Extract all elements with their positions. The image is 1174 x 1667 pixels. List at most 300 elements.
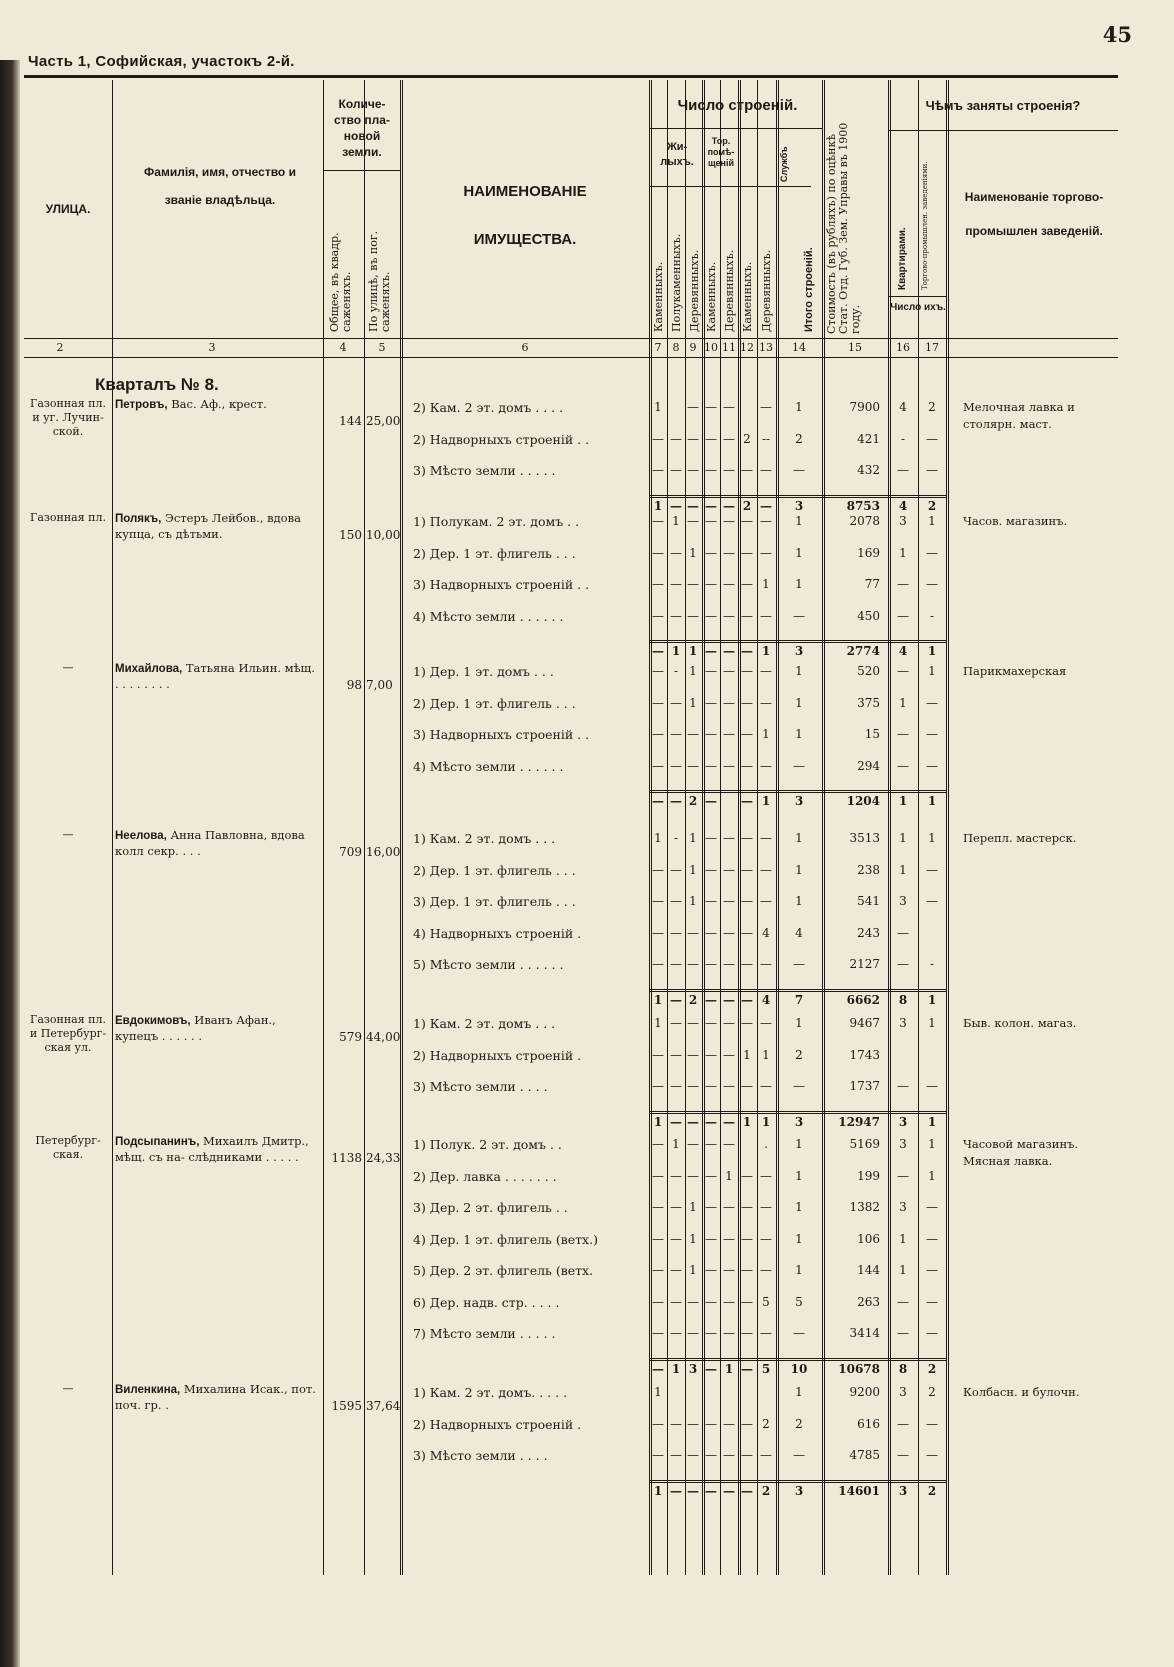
entry-owner	[115, 661, 321, 692]
column-number: 13	[759, 341, 773, 354]
owner-surname: Евдокимовъ,	[115, 1015, 191, 1027]
subtotal-building-count: —	[705, 1361, 717, 1376]
building-count: —	[670, 894, 682, 908]
building-count: —	[741, 545, 753, 560]
total-buildings: 1	[795, 1137, 803, 1151]
building-count: 1	[689, 664, 697, 678]
property-value: 106	[857, 1231, 880, 1246]
building-count: —	[652, 1294, 664, 1309]
building-count: —	[687, 925, 699, 940]
apartments-count: 1	[899, 831, 907, 845]
subtotal-apartments: 1	[898, 794, 908, 808]
total-buildings: —	[793, 957, 805, 971]
subtotal-building-count: —	[652, 644, 664, 658]
property-value: 2078	[849, 514, 880, 528]
total-buildings: 2	[795, 1047, 803, 1062]
building-count: —	[687, 463, 699, 477]
building-count: —	[741, 1416, 753, 1431]
column-number: 9	[689, 341, 697, 354]
total-buildings: 4	[795, 925, 803, 940]
grid-line	[776, 80, 779, 1575]
subtotal-building-count: 1	[688, 644, 698, 658]
apartments-count: -	[900, 431, 906, 446]
building-count: 1	[762, 727, 770, 741]
land-street: 25,00	[366, 414, 401, 428]
building-count: —	[741, 1168, 753, 1183]
property-name: 7) Мѣсто земли . . . . .	[413, 1326, 556, 1341]
building-count: —	[705, 1231, 717, 1246]
entry-owner	[115, 511, 321, 542]
building-count: —	[652, 862, 664, 877]
building-count: —	[723, 664, 735, 678]
subtotal-building-count: —	[723, 992, 735, 1007]
grid-line	[720, 80, 721, 1575]
apartments-count: —	[897, 608, 909, 623]
owner-details: Эстеръ Лейбов., вдова купца, съ дѣтьми.	[115, 511, 301, 541]
business-name: Часов. магазинъ.	[963, 514, 1068, 528]
trade-count: —	[926, 758, 938, 773]
building-count: —	[741, 758, 753, 773]
building-count: —	[652, 664, 664, 678]
total-buildings: —	[793, 1448, 805, 1462]
property-name: 3) Дер. 1 эт. флигель . . .	[413, 894, 576, 909]
property-name: 3) Мѣсто земли . . . . .	[413, 463, 556, 478]
building-count: —	[723, 463, 735, 477]
subtotal-building-count: 5	[761, 1361, 771, 1376]
header-commercial: Тор. помѣ- щеній	[707, 136, 735, 168]
property-name: 3) Мѣсто земли . . . .	[413, 1079, 548, 1094]
building-count: 1	[672, 1137, 680, 1151]
total-buildings: —	[793, 1326, 805, 1340]
building-count: 1	[689, 1200, 697, 1214]
building-count: —	[705, 664, 717, 678]
property-value: 616	[857, 1416, 880, 1431]
owner-details: Анна Павловна, вдова колл секр. . . .	[115, 828, 305, 858]
subtotal-building-count: 1	[724, 1361, 734, 1376]
part-title: Часть 1, Софийская, участокъ 2-й.	[28, 53, 295, 70]
column-number: 16	[896, 341, 910, 354]
trade-count: —	[926, 1079, 938, 1093]
subtotal-building-count: —	[705, 644, 717, 658]
subtotal-trade: 2	[927, 498, 937, 513]
entry-street: —	[62, 1382, 74, 1395]
building-count: —	[741, 727, 753, 741]
building-count: —	[670, 545, 682, 560]
apartments-count: —	[897, 925, 909, 940]
building-count: —	[670, 431, 682, 446]
property-name: 2) Надворныхъ строеній . .	[413, 431, 590, 447]
building-count: —	[652, 545, 664, 560]
building-count: —	[687, 1079, 699, 1093]
land-street: 16,00	[366, 845, 401, 859]
land-total: 1595	[331, 1399, 362, 1413]
building-count: —	[723, 577, 735, 591]
building-count: —	[670, 1047, 682, 1062]
trade-count: 2	[928, 1385, 936, 1399]
subtotal-building-count: 1	[761, 794, 771, 808]
building-count: —	[723, 545, 735, 560]
subtotal-buildings: 7	[794, 992, 804, 1007]
building-count: —	[652, 758, 664, 773]
subtotal-trade: 1	[927, 992, 937, 1007]
property-value: 432	[857, 463, 880, 477]
building-count: —	[652, 1168, 664, 1183]
subtotal-value: 6662	[846, 992, 880, 1007]
building-count: —	[723, 431, 735, 446]
building-count: —	[670, 758, 682, 773]
building-count: —	[760, 957, 772, 971]
subtotal-rule	[649, 640, 946, 643]
building-count: —	[705, 957, 717, 971]
entry-owner	[115, 828, 321, 859]
subtotal-trade: 1	[927, 644, 937, 658]
subtotal-building-count: —	[652, 794, 664, 808]
subtotal-buildings: 3	[794, 644, 804, 658]
subtotal-building-count: —	[705, 498, 717, 513]
land-total: 579	[339, 1030, 362, 1044]
building-count: —	[741, 1200, 753, 1214]
trade-count: -	[929, 608, 935, 623]
header-residential: Жи- лыхъ.	[660, 141, 694, 168]
owner-surname: Полякъ,	[115, 513, 162, 525]
building-count: —	[760, 1079, 772, 1093]
building-count: —	[760, 758, 772, 773]
land-street: 7,00	[366, 678, 393, 692]
page-number: 45	[1102, 22, 1132, 47]
total-buildings: 1	[795, 664, 803, 678]
subtotal-building-count: —	[741, 644, 753, 658]
total-buildings: 1	[795, 862, 803, 877]
trade-count: —	[926, 1263, 938, 1277]
land-total: 98	[346, 678, 362, 692]
trade-count: —	[926, 1448, 938, 1462]
total-buildings: 1	[795, 577, 803, 591]
trade-count: —	[926, 727, 938, 741]
entry-street: —	[62, 828, 74, 841]
subtotal-building-count: —	[670, 1114, 682, 1129]
building-count: —	[760, 514, 772, 528]
trade-count: —	[926, 1416, 938, 1431]
header-halfstone: Полукаменныхъ.	[670, 233, 683, 332]
subtotal-building-count: 1	[653, 1483, 663, 1498]
trade-count: —	[926, 577, 938, 591]
owner-surname: Виленкина,	[115, 1384, 181, 1396]
header-stone3: Каменныхъ.	[741, 261, 754, 332]
building-count: —	[687, 1047, 699, 1062]
property-value: 3513	[849, 831, 880, 845]
apartments-count: —	[897, 463, 909, 477]
building-count: —	[652, 1263, 664, 1277]
grid-line	[364, 80, 365, 1575]
property-name: 6) Дер. надв. стр. . . . .	[413, 1294, 560, 1310]
building-count: —	[705, 1294, 717, 1309]
property-name: 4) Мѣсто земли . . . . . .	[413, 608, 564, 624]
owner-surname: Неелова,	[115, 830, 167, 842]
subtotal-rule	[649, 1358, 946, 1361]
subtotal-building-count: 1	[671, 644, 681, 658]
trade-count: 1	[928, 831, 936, 845]
subtotal-building-count: 1	[653, 992, 663, 1007]
total-buildings: 1	[795, 1231, 803, 1246]
entry-owner	[115, 397, 321, 413]
building-count: .	[764, 1137, 768, 1151]
building-count: —	[760, 894, 772, 908]
header-service: Службъ	[779, 146, 789, 182]
building-count: —	[670, 577, 682, 591]
building-count: —	[705, 514, 717, 528]
subtotal-building-count: —	[670, 992, 682, 1007]
subtotal-building-count: 1	[742, 1114, 752, 1129]
apartments-count: 1	[899, 695, 907, 710]
subtotal-building-count: —	[705, 992, 717, 1007]
building-count: —	[652, 1231, 664, 1246]
header-wooden: Деревянныхъ.	[688, 249, 701, 332]
column-number: 5	[378, 341, 386, 354]
subtotal-building-count: —	[741, 794, 753, 808]
entry-owner	[115, 1013, 321, 1044]
building-count: —	[670, 1231, 682, 1246]
subtotal-apartments: 8	[898, 1361, 908, 1376]
column-number: 8	[672, 341, 680, 354]
subtotal-rule	[649, 495, 946, 498]
owner-details: Иванъ Афан., купецъ . . . . . .	[115, 1013, 276, 1043]
building-count: —	[705, 1448, 717, 1462]
total-buildings: —	[793, 1079, 805, 1093]
property-name: 1) Кам. 2 эт. домъ . . .	[413, 1016, 556, 1031]
property-name: 5) Мѣсто земли . . . . . .	[413, 957, 564, 972]
building-count: —	[670, 1200, 682, 1214]
building-count: 2	[743, 431, 751, 446]
building-count: 1	[689, 894, 697, 908]
trade-count: 1	[928, 664, 936, 678]
building-count: —	[687, 1416, 699, 1431]
land-street: 44,00	[366, 1030, 401, 1044]
building-count: —	[652, 577, 664, 591]
building-count: —	[723, 695, 735, 710]
building-count: —	[687, 758, 699, 773]
building-count: —	[723, 831, 735, 845]
building-count: —	[670, 1079, 682, 1093]
apartments-count: —	[897, 1326, 909, 1340]
building-count: —	[652, 925, 664, 940]
property-value: 541	[857, 894, 880, 908]
property-name: 4) Дер. 1 эт. флигель (ветх.)	[413, 1231, 598, 1247]
header-stone2: Каменныхъ.	[705, 261, 718, 332]
subtotal-trade: 2	[927, 1361, 937, 1376]
building-count: —	[670, 862, 682, 877]
property-value: 1382	[849, 1200, 880, 1214]
subtotal-value: 8753	[846, 498, 880, 513]
building-count: —	[741, 831, 753, 845]
subtotal-value: 10678	[838, 1361, 880, 1376]
building-count: —	[741, 1231, 753, 1246]
header-rule	[888, 296, 946, 297]
building-count: -	[673, 831, 679, 845]
subtotal-building-count: —	[705, 1483, 717, 1498]
building-count: —	[723, 1448, 735, 1462]
trade-count: 1	[928, 514, 936, 528]
building-count: —	[760, 1326, 772, 1340]
building-count: —	[741, 1326, 753, 1340]
trade-count: 1	[928, 1168, 936, 1183]
subtotal-building-count: 1	[761, 1114, 771, 1129]
column-numbers-rule	[24, 357, 1118, 358]
column-number: 14	[792, 341, 806, 354]
building-count: —	[705, 894, 717, 908]
subtotal-building-count: —	[687, 498, 699, 513]
building-count: —	[652, 1200, 664, 1214]
building-count: —	[760, 862, 772, 877]
building-count: —	[760, 1200, 772, 1214]
apartments-count: 3	[899, 1200, 907, 1214]
property-name: 2) Дер. 1 эт. флигель . . .	[413, 862, 576, 878]
subtotal-apartments: 4	[898, 498, 908, 513]
building-count: —	[652, 463, 664, 477]
header-rule	[649, 128, 822, 129]
building-count: —	[723, 894, 735, 908]
building-count: —	[687, 431, 699, 446]
building-count: —	[652, 727, 664, 741]
total-buildings: 1	[795, 545, 803, 560]
subtotal-trade: 1	[927, 794, 937, 808]
property-value: 1737	[849, 1079, 880, 1093]
land-total: 144	[339, 414, 362, 428]
subtotal-building-count: 4	[761, 992, 771, 1007]
subtotal-building-count: —	[760, 498, 772, 513]
subtotal-value: 2774	[846, 644, 880, 658]
building-count: —	[705, 400, 717, 414]
subtotal-building-count: —	[687, 1483, 699, 1498]
property-name: 2) Надворныхъ строеній .	[413, 1047, 582, 1063]
table-frame	[24, 75, 1118, 1578]
header-wooden3: Деревянныхъ.	[760, 249, 773, 332]
building-count: —	[741, 1448, 753, 1462]
property-name: 1) Кам. 2 эт. домъ . . .	[413, 831, 556, 846]
total-buildings: —	[793, 463, 805, 477]
building-count: —	[705, 463, 717, 477]
property-value: 9200	[849, 1385, 880, 1399]
header-count: Число ихъ.	[890, 302, 946, 313]
subtotal-building-count: —	[723, 498, 735, 513]
building-count: —	[687, 514, 699, 528]
building-count: —	[670, 463, 682, 477]
property-name: 4) Надворныхъ строеній .	[413, 925, 582, 941]
building-count: —	[723, 758, 735, 773]
building-count: —	[705, 925, 717, 940]
subtotal-buildings: 3	[794, 1483, 804, 1498]
subtotal-rule	[649, 1480, 946, 1483]
building-count: —	[652, 957, 664, 971]
building-count: —	[687, 1326, 699, 1340]
building-count: —	[760, 1263, 772, 1277]
owner-surname: Петровъ,	[115, 399, 168, 411]
property-name: 3) Мѣсто земли . . . .	[413, 1448, 548, 1463]
subtotal-rule	[649, 790, 946, 793]
building-count: 4	[762, 925, 770, 940]
building-count: —	[741, 1294, 753, 1309]
subtotal-buildings: 3	[794, 498, 804, 513]
total-buildings: 1	[795, 831, 803, 845]
building-count: —	[723, 1200, 735, 1214]
building-count: —	[670, 1263, 682, 1277]
property-value: 169	[857, 545, 880, 560]
property-name: 2) Дер. 1 эт. флигель . . .	[413, 695, 576, 711]
owner-details: Михалина Исак., пот. поч. гр. .	[115, 1382, 316, 1412]
grid-line	[400, 80, 403, 1575]
header-property: НАИМЕНОВАНІЕ ИМУЩЕСТВА.	[463, 183, 587, 248]
building-count: —	[687, 1168, 699, 1183]
property-value: 375	[857, 695, 880, 710]
apartments-count: 1	[899, 862, 907, 877]
trade-count: —	[926, 463, 938, 477]
subtotal-apartments: 4	[898, 644, 908, 658]
trade-count: —	[926, 545, 938, 560]
apartments-count: 3	[899, 1016, 907, 1030]
column-number: 7	[654, 341, 662, 354]
trade-count: 1	[928, 1016, 936, 1030]
building-count: -	[673, 664, 679, 678]
property-name: 2) Дер. лавка . . . . . . .	[413, 1168, 557, 1184]
building-count: —	[705, 545, 717, 560]
building-count: —	[723, 727, 735, 741]
land-street: 10,00	[366, 528, 401, 542]
total-buildings: 5	[795, 1294, 803, 1309]
property-name: 2) Надворныхъ строеній .	[413, 1416, 582, 1432]
property-value: 238	[857, 862, 880, 877]
building-count: —	[705, 431, 717, 446]
subtotal-trade: 1	[927, 1114, 937, 1129]
building-count: —	[723, 1416, 735, 1431]
building-count: —	[723, 862, 735, 877]
apartments-count: 4	[899, 400, 907, 414]
building-count: —	[705, 577, 717, 591]
quarter-title: Кварталъ № 8.	[95, 375, 219, 394]
building-count: —	[670, 1326, 682, 1340]
subtotal-building-count: —	[741, 992, 753, 1007]
subtotal-apartments: 3	[898, 1483, 908, 1498]
building-count: —	[723, 514, 735, 528]
subtotal-building-count: —	[705, 1114, 717, 1129]
subtotal-building-count: —	[687, 1114, 699, 1129]
building-count: —	[670, 925, 682, 940]
property-name: 2) Кам. 2 эт. домъ . . . .	[413, 400, 564, 415]
header-owner: Фамилія, имя, отчество и званіе владѣльца.	[144, 165, 296, 207]
property-name: 1) Полукам. 2 эт. домъ . .	[413, 514, 580, 529]
subtotal-trade: 2	[927, 1483, 937, 1498]
apartments-count: 3	[899, 514, 907, 528]
grid-line	[323, 80, 324, 1575]
building-count: —	[687, 577, 699, 591]
apartments-count: —	[897, 577, 909, 591]
apartments-count: 3	[899, 1137, 907, 1151]
header-wooden2: Деревянныхъ.	[723, 249, 736, 332]
subtotal-buildings: 3	[794, 794, 804, 808]
header-stone: Каменныхъ.	[652, 261, 665, 332]
apartments-count: 1	[899, 545, 907, 560]
total-buildings: 1	[795, 727, 803, 741]
total-buildings: 1	[795, 1200, 803, 1214]
total-buildings: 1	[795, 1263, 803, 1277]
header-apartments: Квартирами.	[897, 227, 908, 290]
header-total: Итого строеній.	[803, 247, 815, 332]
apartments-count: 1	[899, 1263, 907, 1277]
subtotal-rule	[649, 1111, 946, 1114]
building-count: —	[741, 862, 753, 877]
header-occupied: Чѣмъ заняты строенія?	[925, 98, 1081, 113]
building-count: —	[652, 608, 664, 623]
subtotal-apartments: 8	[898, 992, 908, 1007]
building-count: —	[723, 1231, 735, 1246]
